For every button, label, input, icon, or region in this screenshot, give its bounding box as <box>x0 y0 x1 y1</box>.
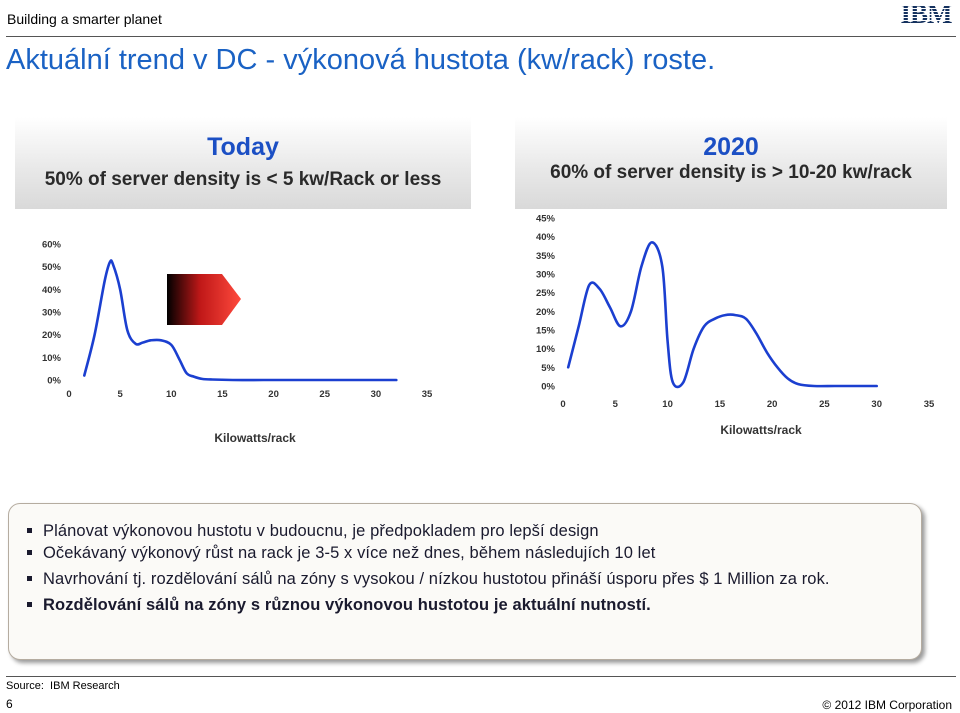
page-number: 6 <box>6 697 13 711</box>
bullet-item: Rozdělování sálů na zóny s různou výkonovou hustotou je aktuální nutností. <box>25 594 910 616</box>
future-banner <box>515 117 947 209</box>
slide-title-end: roste. <box>634 44 716 76</box>
x-tick-label: 20 <box>268 389 279 400</box>
x-tick-label: 25 <box>819 399 830 410</box>
brand-tagline: Building a smarter planet <box>7 11 162 27</box>
y-tick-label: 0% <box>541 381 555 393</box>
today-title: Today <box>207 133 279 161</box>
future-subtitle: 60% of server density is > 10-20 kw/rack <box>550 162 912 183</box>
slide-title <box>6 44 715 77</box>
footer-rule <box>6 676 956 677</box>
y-tick-label: 30% <box>41 307 61 319</box>
x-tick-label: 5 <box>612 399 618 410</box>
bullet-item: Plánovat výkonovou hustotu v budoucnu, je předpokladem pro lepší design <box>25 520 910 542</box>
source-value: IBM Research <box>50 680 120 692</box>
x-tick-label: 15 <box>714 399 726 410</box>
x-tick-label: 35 <box>421 389 433 400</box>
slide-title-main: Aktuální trend v DC - výkonová hustota (kw/rack) <box>6 44 635 76</box>
y-tick-label: 35% <box>535 250 555 262</box>
trend-arrow-icon <box>167 274 241 325</box>
x-tick-label: 5 <box>117 389 123 400</box>
bullet-item: Navrhování tj. rozdělování sálů na zóny s vysokou / nízkou hustotou přináší úsporu přes $ 1 Million za rok. <box>25 568 910 590</box>
y-tick-label: 60% <box>41 239 61 251</box>
y-tick-label: 10% <box>41 352 61 364</box>
x-tick-label: 30 <box>871 399 883 410</box>
top-bar <box>0 0 960 40</box>
today-banner <box>15 117 471 209</box>
y-tick-label: 10% <box>535 344 555 356</box>
x-tick-label: 10 <box>165 389 177 400</box>
key-points-box <box>8 503 922 660</box>
x-axis-label: Kilowatts/rack <box>214 431 296 445</box>
future-title: 2020 <box>703 133 759 161</box>
y-tick-label: 25% <box>535 288 555 300</box>
x-tick-label: 25 <box>319 389 331 400</box>
x-tick-label: 0 <box>66 389 72 400</box>
x-tick-label: 20 <box>766 399 778 410</box>
header-rule <box>6 36 956 37</box>
x-tick-label: 30 <box>370 389 382 400</box>
y-tick-label: 20% <box>41 330 61 342</box>
y-tick-label: 0% <box>47 375 61 387</box>
y-tick-label: 15% <box>535 325 555 337</box>
source-note <box>6 680 120 692</box>
source-label: Source: <box>6 680 44 692</box>
ibm-logo <box>893 0 959 26</box>
y-tick-label: 40% <box>535 232 555 244</box>
y-tick-label: 30% <box>535 269 555 281</box>
copyright: © 2012 IBM Corporation <box>822 698 952 712</box>
y-tick-label: 45% <box>535 213 555 225</box>
x-tick-label: 15 <box>217 389 228 400</box>
y-tick-label: 40% <box>41 284 61 296</box>
bullet-item: Očekávaný výkonový růst na rack je 3-5 x více než dnes, během následujích 10 let <box>25 542 910 564</box>
density-series-line <box>84 260 396 380</box>
y-tick-label: 5% <box>541 362 555 374</box>
x-tick-label: 35 <box>923 399 935 410</box>
bullet-list <box>25 520 910 616</box>
x-tick-label: 0 <box>560 399 566 410</box>
density-series-line <box>568 242 877 387</box>
x-axis-label: Kilowatts/rack <box>720 423 802 437</box>
y-tick-label: 20% <box>535 306 555 318</box>
svg-text:IBM: IBM <box>900 0 952 26</box>
today-subtitle: 50% of server density is < 5 kw/Rack or less <box>44 169 442 190</box>
y-tick-label: 50% <box>41 262 61 274</box>
x-tick-label: 10 <box>662 399 673 410</box>
